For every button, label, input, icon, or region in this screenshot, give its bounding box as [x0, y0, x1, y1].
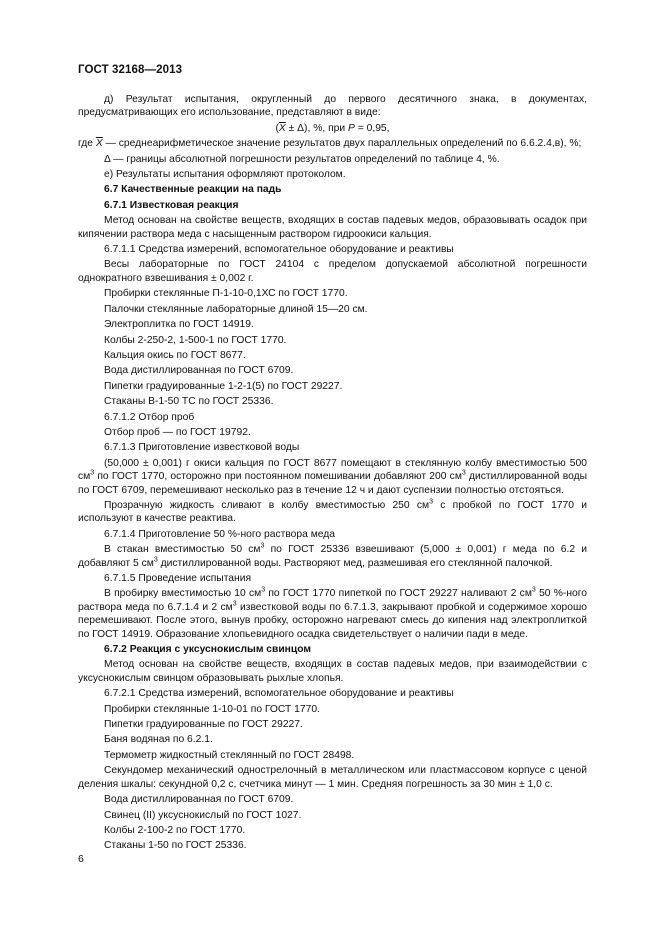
formula-where-delta: Δ — границы абсолютной погрешности результатов определений по таблице 4, %.	[104, 153, 500, 165]
section-heading: 6.7 Качественные реакции на падь	[104, 184, 282, 196]
equipment-item: Весы лабораторные по ГОСТ 24104 с пределом допускаемой абсолютной погрешности однократного взвешивания ± 0,002 г.	[78, 259, 587, 284]
paragraph: Прозрачную жидкость сливают в колбу вместимостью 250 $см^3$ с пробкой по ГОСТ 1770 и используют в качестве реактива.	[78, 498, 587, 525]
clause-heading: 6.7.1.3 Приготовление известковой воды	[104, 442, 300, 454]
paragraph: Метод основан на свойстве веществ, входящих в состав падевых медов, при взаимодействии с уксуснокислым свинцом образовывать рыхлые хлопья.	[78, 659, 587, 684]
paragraph: В стакан вместимостью 50 $см^3$ по ГОСТ 25336 взвешивают (5,000 ± 0,001) г меда по 6.2 и добавляют 5 $см^3$ дистиллированной воды. Растворяют мед, размешивая его стеклянной палочкой.	[78, 542, 587, 569]
equipment-item: Вода дистиллированная по ГОСТ 6709.	[104, 794, 294, 806]
page-number: 6	[78, 853, 84, 865]
equipment-item: Баня водяная по 6.2.1.	[104, 734, 213, 746]
equipment-item: Пробирки стеклянные П-1-10-0,1ХС по ГОСТ 1770.	[104, 288, 348, 300]
result-text: д) Результат испытания, округленный до первого десятичного знака, в документах, предусматривающих его использование, представляют в виде:	[78, 94, 587, 119]
result-formula: $(\overline{X} \pm \Delta)$, %, при P = 0,95,	[275, 122, 390, 134]
equipment-item: Колбы 2-250-2, 1-500-1 по ГОСТ 1770.	[104, 334, 287, 346]
equipment-item: Секундомер механический однострелочный в металлическом или пластмассовом корпусе с ценой деления шкалы: секундной 0,2 с, счетчика минут — 1 мин. Средняя погрешность за 30 мин ± 1,0 с.	[78, 765, 587, 790]
clause-heading: 6.7.1.4 Приготовление 50 %-ного раствора меда	[104, 528, 336, 540]
equipment-item: Колбы 2-100-2 по ГОСТ 1770.	[104, 824, 246, 836]
clause-heading: 6.7.1.2 Отбор проб	[104, 411, 195, 423]
paragraph: Метод основан на свойстве веществ, входящих в состав падевых медов, образовывать осадок при кипячении раствора меда с насыщенным раствором гидроокиси кальция.	[78, 215, 587, 240]
clause-heading: 6.7.1.5 Проведение испытания	[104, 573, 252, 584]
clause-heading: 6.7.1.1 Средства измерений, вспомогательное оборудование и реактивы	[104, 244, 454, 256]
equipment-item: Вода дистиллированная по ГОСТ 6709.	[104, 365, 294, 377]
document-body	[78, 93, 587, 855]
protocol-text: е) Результаты испытания оформляют протоколом.	[104, 169, 346, 181]
equipment-item: Стаканы В-1-50 ТС по ГОСТ 25336.	[104, 396, 274, 408]
mean-symbol: $\overline{X}$	[95, 138, 103, 150]
paragraph: В пробирку вместимостью 10 $см^3$ по ГОСТ 1770 пипеткой по ГОСТ 29227 наливают 2 $см^3$ 50 %-ного раствора меда по 6.7.1.4 и 2 $см^3$ известковой воды по 6.7.1.3, закрывают пробкой и содержимое хорошо перемешивают. После этого, вынув пробку, осторожно нагревают смесь до кипения над электроплиткой по ГОСТ 14919. Образование хлопьевидного осадка свидетельствует о наличии пади в меде.	[78, 586, 588, 640]
equipment-item: Кальция окись по ГОСТ 8677.	[104, 349, 246, 361]
equipment-item: Термометр жидкостный стеклянный по ГОСТ 28498.	[104, 749, 355, 761]
mean-symbol: $\overline{X}$	[278, 122, 286, 134]
equipment-item: Пробирки стеклянные 1-10-01 по ГОСТ 1770.	[104, 703, 320, 715]
subsection-heading: 6.7.2 Реакция с уксуснокислым свинцом	[104, 644, 312, 656]
equipment-item: Стаканы 1-50 по ГОСТ 25336.	[104, 840, 247, 852]
paragraph: Отбор проб — по ГОСТ 19792.	[104, 426, 251, 438]
equipment-item: Палочки стеклянные лабораторные длиной 15—20 см.	[104, 303, 368, 315]
paragraph: (50,000 ± 0,001) г окиси кальция по ГОСТ 8677 помещают в стеклянную колбу вместимостью 500 $см^3$ по ГОСТ 1770, осторожно при постоянном помешивании добавляют 200 $см^3$ дистиллированной воды по ГОСТ 6709, перемешивают несколько раз в течение 12 ч и дают суспензии полностью отстояться.	[78, 457, 588, 496]
equipment-item: Пипетки градуированные по ГОСТ 29227.	[104, 719, 303, 731]
formula-where-mean: где $\overline{X}$ — среднеарифметическое значение результатов двух параллельных определений по 6.6.2.4,в), %;	[78, 138, 582, 150]
clause-heading: 6.7.2.1 Средства измерений, вспомогательное оборудование и реактивы	[104, 688, 454, 700]
document-header: ГОСТ 32168—2013	[78, 64, 183, 76]
equipment-item: Свинец (II) уксуснокислый по ГОСТ 1027.	[104, 809, 302, 821]
equipment-item: Электроплитка по ГОСТ 14919.	[104, 319, 254, 331]
subsection-heading: 6.7.1 Известковая реакция	[104, 199, 239, 211]
equipment-item: Пипетки градуированные 1-2-1(5) по ГОСТ 29227.	[104, 380, 343, 392]
